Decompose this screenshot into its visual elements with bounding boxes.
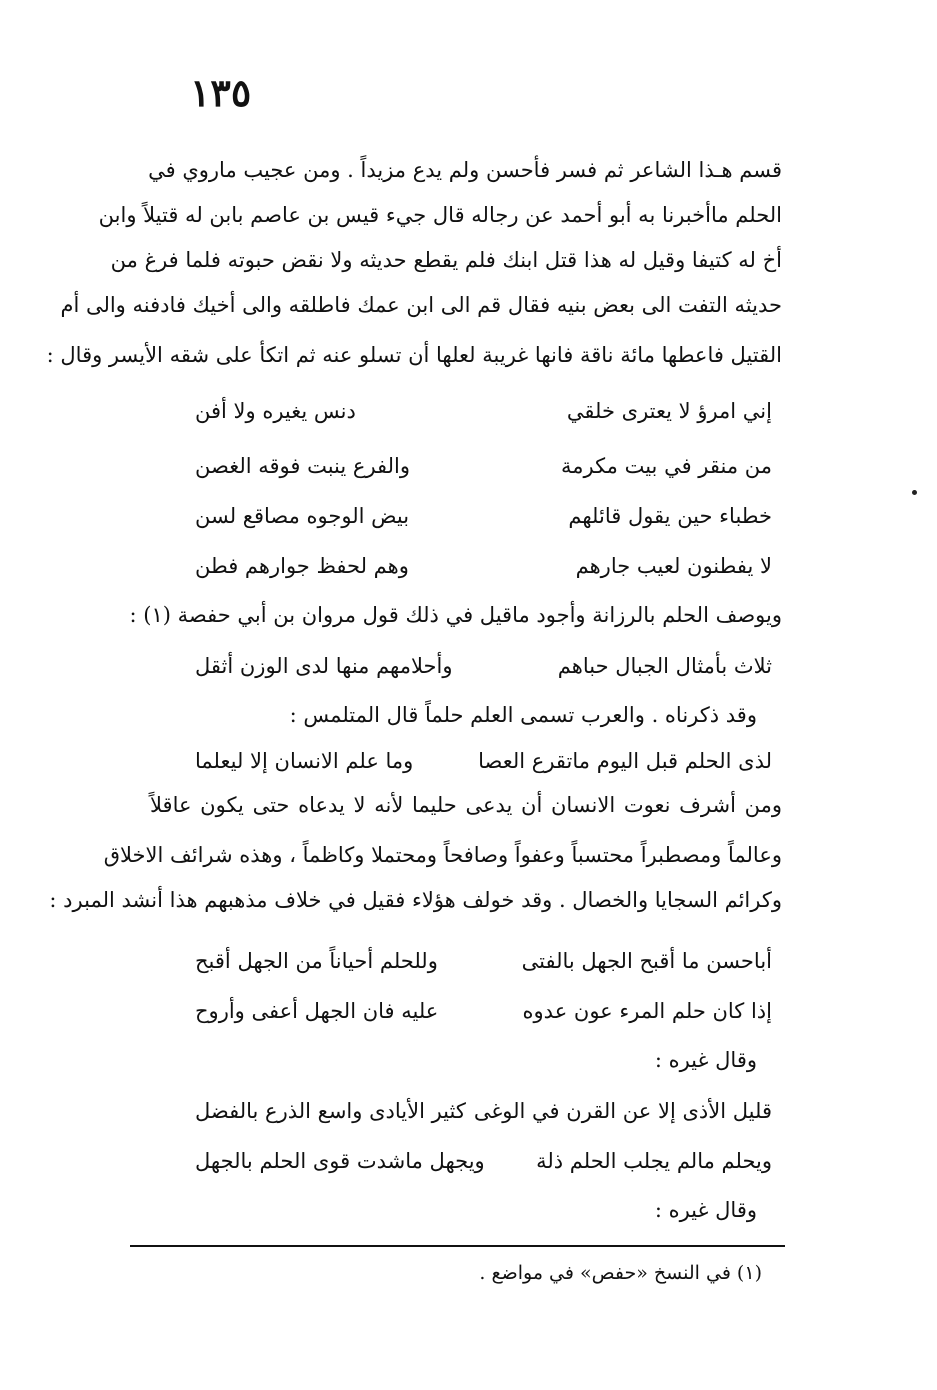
page-number: ١٣٥ <box>190 70 252 115</box>
verse-first-hemistich: ويحلم مالم يجلب الحلم ذلة <box>536 1149 772 1173</box>
prose-line: أخ له كتيفا وقيل له هذا قتل ابنك فلم يقطع حديثه ولا نقض حبوته فلما فرغ من <box>110 248 782 272</box>
prose-line: حديثه التفت الى بعض بنيه فقال قم الى ابن عمك فاطلقه والى أخيك فادفنه والى أم <box>60 293 782 317</box>
prose-line: قسم هـذا الشاعر ثم فسر فأحسن ولم يدع مزيداً . ومن عجيب ماروي في <box>148 158 782 182</box>
prose-line: ويوصف الحلم بالرزانة وأجود ماقيل في ذلك قول مروان بن أبي حفصة (١) : <box>129 603 782 627</box>
verse-line <box>150 450 782 484</box>
prose-line: القتيل فاعطها مائة ناقة فانها غريبة لعلها أن تسلو عنه ثم اتكأ على شقه الأيسر وقال : <box>46 343 782 367</box>
verse-line <box>150 500 782 534</box>
verse-second-hemistich: بيض الوجوه مصاقع لسن <box>195 504 410 528</box>
verse-line <box>150 550 782 584</box>
scan-speck <box>912 490 917 495</box>
verse-second-hemistich: وما علم الانسان إلا ليعلما <box>195 749 414 773</box>
footnote-separator <box>130 1245 785 1247</box>
prose-line: ومن أشرف نعوت الانسان أن يدعى حليما لأنه لا يدعاه حتى يكون عاقلاً <box>150 793 782 817</box>
verse-second-hemistich: وللحلم أحياناً من الجهل أقبح <box>195 949 438 973</box>
verse-first-hemistich: إذا كان حلم المرء عون عدوه <box>522 999 772 1023</box>
verse-second-hemistich: ويجهل ماشدت قوى الحلم بالجهل <box>195 1149 485 1173</box>
verse-line <box>150 650 782 684</box>
verse-line <box>150 945 782 979</box>
verse-first-hemistich: لذى الحلم قبل اليوم ماتقرع العصا <box>478 749 772 773</box>
verse-first-hemistich: أباحسن ما أقبح الجهل بالفتى <box>521 949 772 973</box>
verse-line <box>150 395 782 429</box>
prose-line: وعالماً ومصطبراً محتسباً وعفواً وصافحاً ومحتملا وكاظماً ، وهذه شرائف الاخلاق <box>103 843 782 867</box>
footnote: (١) في النسخ «حفص» في مواضع . <box>479 1262 762 1284</box>
prose-line: وقال غيره : <box>654 1048 757 1072</box>
verse-second-hemistich: وأحلامهم منها لدى الوزن أثقل <box>195 654 453 678</box>
verse-second-hemistich: وهم لحفظ جوارهم فطن <box>195 554 409 578</box>
verse-second-hemistich: عليه فان الجهل أعفى وأروح <box>195 999 439 1023</box>
verse-line <box>150 1145 782 1179</box>
verse-second-hemistich: دنس يغيره ولا أفن <box>195 399 356 423</box>
verse-second-hemistich: والفرع ينبت فوقه الغصن <box>195 454 411 478</box>
prose-line: وكرائم السجايا والخصال . وقد خولف هؤلاء فقيل في خلاف مذهبهم هذا أنشد المبرد : <box>49 888 782 912</box>
prose-line: وقد ذكرناه . والعرب تسمى العلم حلماً قال المتلمس : <box>289 703 757 727</box>
verse-line <box>150 995 782 1029</box>
verse-line <box>150 745 782 779</box>
prose-line: الحلم ماأخبرنا به أبو أحمد عن رجاله قال جيء قيس بن عاصم بابن له قتيلاً وابن <box>98 203 782 227</box>
prose-line: وقال غيره : <box>654 1198 757 1222</box>
verse-line <box>150 1095 782 1129</box>
verse-first-hemistich: من منقر في بيت مكرمة <box>560 454 772 478</box>
verse-first-hemistich: ثلاث بأمثال الجبال حباهم <box>557 654 772 678</box>
verse-first-hemistich: قليل الأذى إلا عن القرن في الوغى <box>473 1099 772 1123</box>
verse-first-hemistich: خطباء حين يقول قائلهم <box>568 504 772 528</box>
verse-second-hemistich: كثير الأيادى واسع الذرع بالفضل <box>195 1099 466 1123</box>
verse-first-hemistich: لا يفطنون لعيب جارهم <box>575 554 772 578</box>
verse-first-hemistich: إني امرؤ لا يعترى خلقي <box>566 399 772 423</box>
